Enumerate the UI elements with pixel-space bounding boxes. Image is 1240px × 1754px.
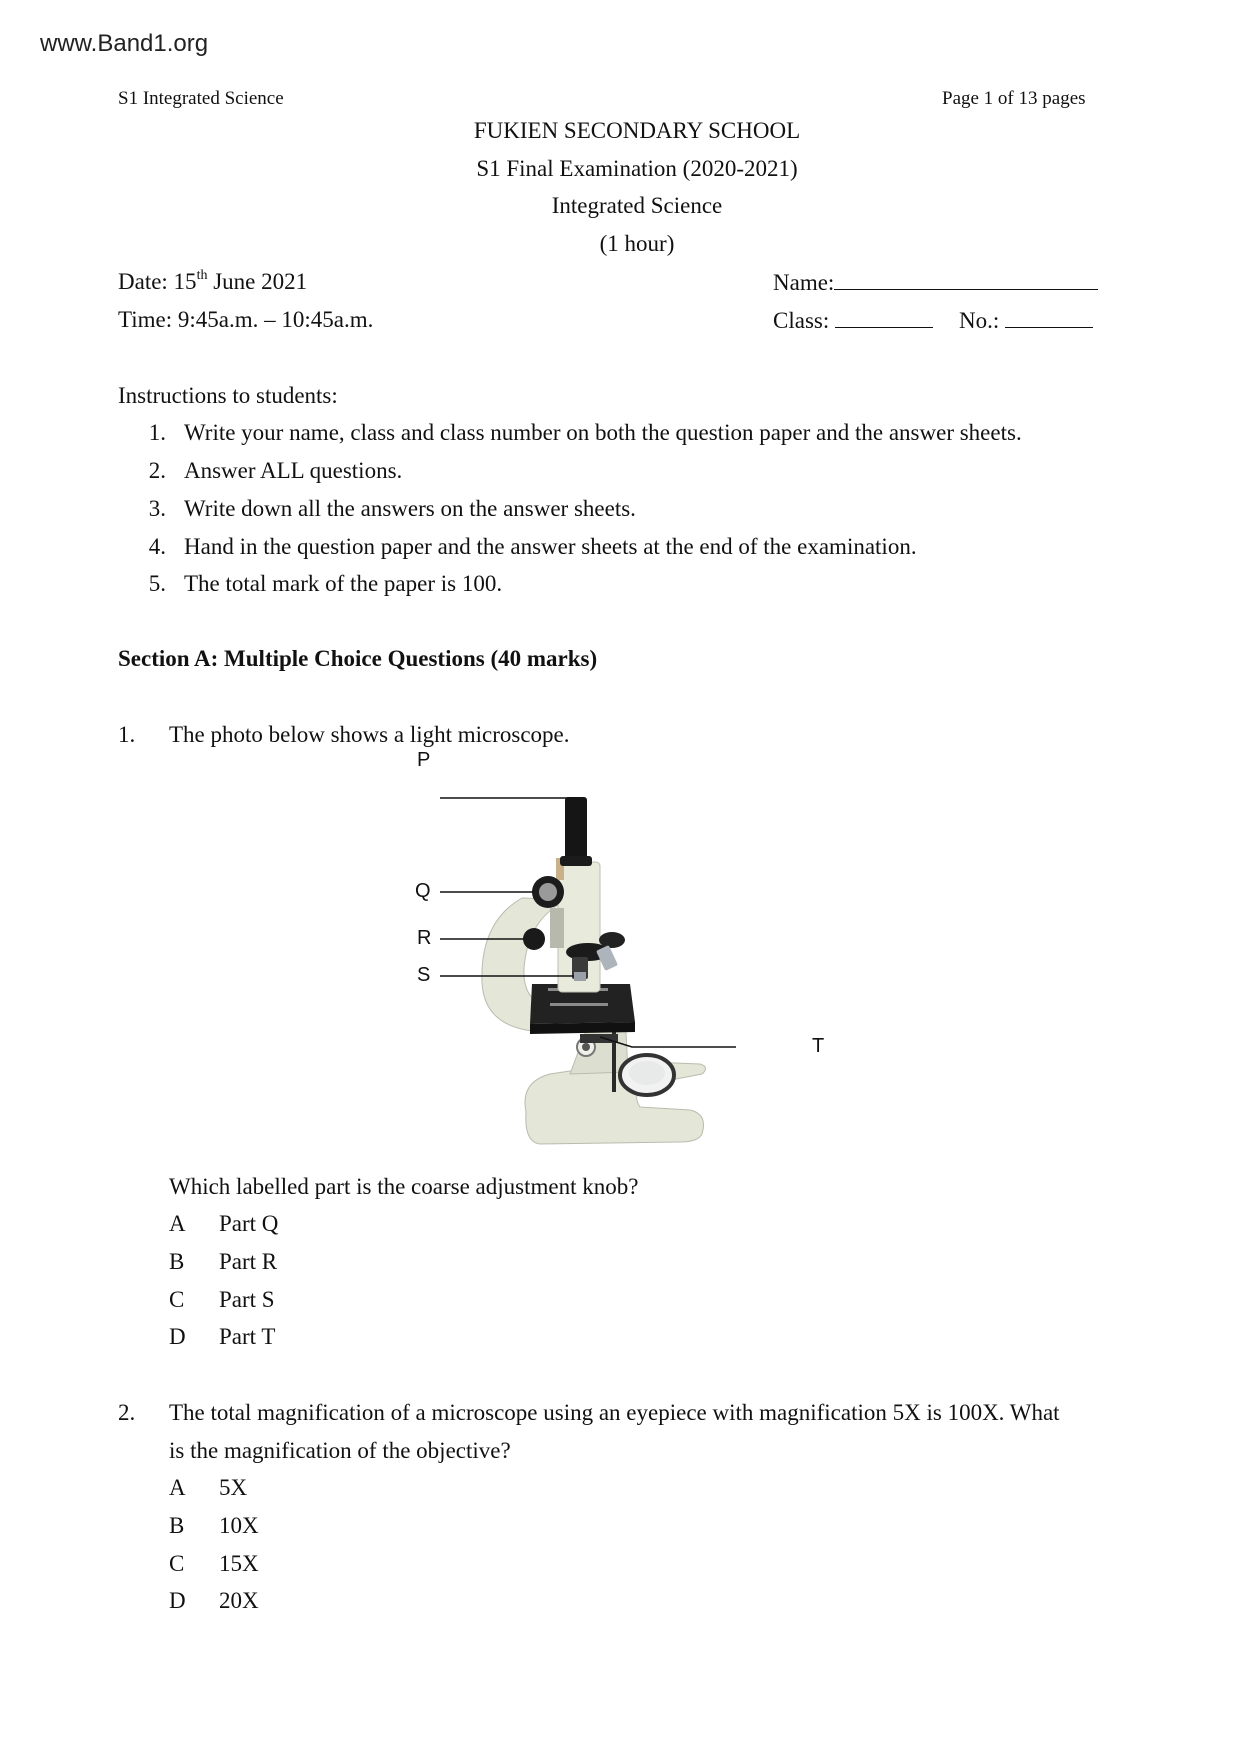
microscope-illustration	[440, 762, 860, 1157]
exam-date	[118, 269, 307, 295]
school-name: FUKIEN SECONDARY SCHOOL	[473, 118, 801, 143]
duration: (1 hour)	[599, 231, 675, 256]
date-label: Date: 15	[118, 269, 197, 294]
date-rest: June 2021	[207, 269, 308, 294]
question-1-option-b[interactable]: B Part R	[169, 1249, 278, 1274]
microscope-figure	[415, 749, 860, 1157]
exam-title: S1 Final Examination (2020-2021)	[476, 156, 798, 181]
instruction-item: 1. Write your name, class and class number on both the question paper and the answer sheets.	[148, 420, 1022, 445]
question-1-option-d[interactable]: D Part T	[169, 1324, 276, 1349]
watermark[interactable]: www.Band1.org	[40, 30, 209, 57]
name-blank[interactable]	[834, 269, 1098, 290]
name-field-row	[773, 269, 1098, 296]
label-r: R	[417, 927, 432, 949]
label-s: S	[417, 964, 431, 986]
subject-title: Integrated Science	[551, 193, 723, 218]
header-subject: S1 Integrated Science	[118, 88, 284, 109]
question-1-option-a[interactable]: A Part Q	[169, 1211, 279, 1236]
question-2-option-b[interactable]: B 10X	[169, 1513, 259, 1538]
instruction-item: 4. Hand in the question paper and the answer sheets at the end of the examination.	[148, 534, 917, 559]
instruction-item: 3. Write down all the answers on the answer sheets.	[148, 496, 636, 521]
question-2-stem: 2. The total magnification of a microscope using an eyepiece with magnification 5X is 100X. What	[118, 1400, 1060, 1425]
question-2-stem-continued: is the magnification of the objective?	[169, 1438, 511, 1463]
instruction-item: 2. Answer ALL questions.	[148, 458, 403, 483]
question-2-option-d[interactable]: D 20X	[169, 1588, 259, 1613]
label-q: Q	[415, 880, 431, 902]
label-p: P	[417, 749, 431, 771]
question-2-option-a[interactable]: A 5X	[169, 1475, 248, 1500]
question-1-option-c[interactable]: C Part S	[169, 1287, 275, 1312]
page-indicator: Page 1 of 13 pages	[942, 88, 1086, 109]
class-label: Class:	[773, 308, 835, 333]
name-label: Name:	[773, 270, 835, 295]
label-t: T	[812, 1035, 825, 1057]
exam-time: Time: 9:45a.m. – 10:45a.m.	[118, 307, 374, 332]
instructions-title: Instructions to students:	[118, 383, 338, 408]
class-field-row	[773, 307, 1093, 334]
date-suffix: th	[196, 268, 208, 283]
question-2-option-c[interactable]: C 15X	[169, 1551, 259, 1576]
instruction-item: 5. The total mark of the paper is 100.	[148, 571, 503, 596]
section-heading: Section A: Multiple Choice Questions (40 marks)	[118, 646, 598, 671]
question-1-stem: Which labelled part is the coarse adjustment knob?	[169, 1174, 639, 1199]
question-1-intro: 1. The photo below shows a light microscope.	[118, 722, 570, 747]
class-blank[interactable]	[835, 307, 933, 328]
number-blank[interactable]	[1005, 307, 1093, 328]
no-label: No.:	[958, 308, 1005, 333]
